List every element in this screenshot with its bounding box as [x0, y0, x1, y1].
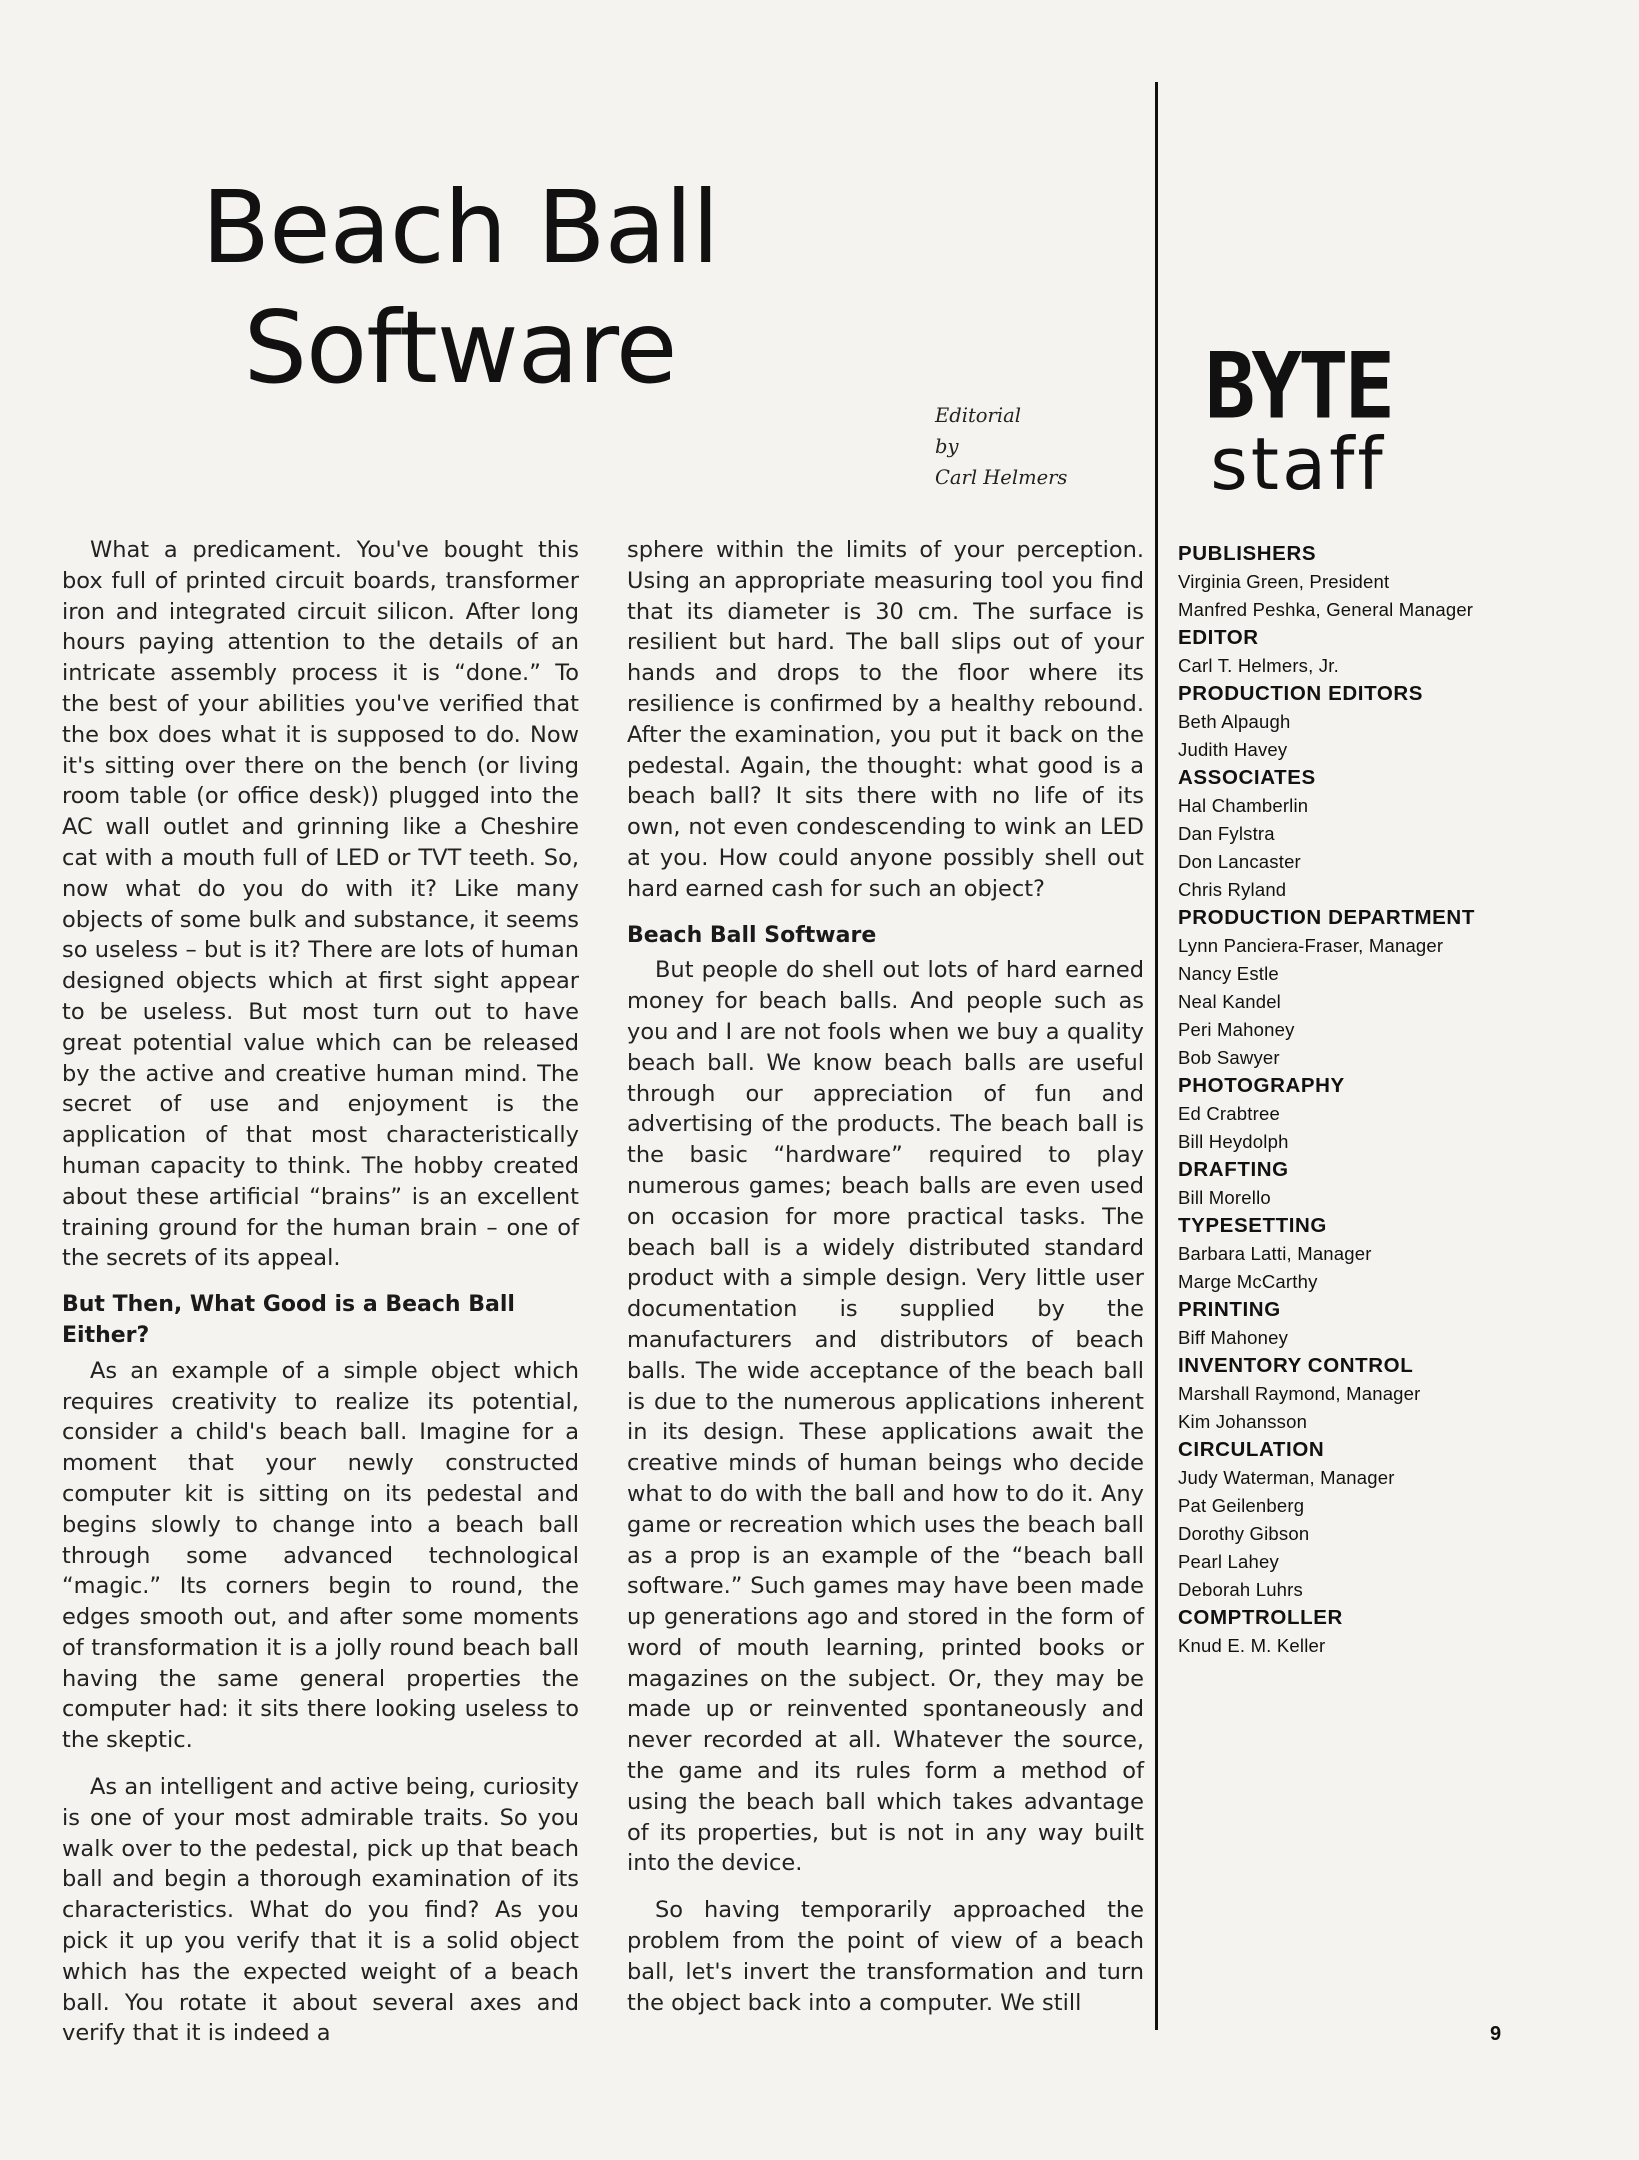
staff-section-title: CIRCULATION: [1178, 1438, 1325, 1461]
staff-member: Marshall Raymond, Manager: [1178, 1383, 1421, 1404]
paragraph: As an intelligent and active being, curiosity is one of your most admirable traits. So you walk over to the pedestal, pick up that beach ball and begin a thorough examination of its characteristics. What do you find? As you pick it up you verify that it is a solid object which has the expected weight of a beach ball. You rotate it about several axes and verify that it is indeed a: [62, 1774, 579, 2047]
staff-section-title: COMPTROLLER: [1178, 1606, 1343, 1629]
staff-section-title: PRODUCTION EDITORS: [1178, 682, 1424, 705]
staff-member: Lynn Panciera-Fraser, Manager: [1178, 935, 1444, 956]
staff-section: [1178, 1436, 1558, 1604]
staff-section: [1178, 540, 1558, 624]
staff-member: Dan Fylstra: [1178, 823, 1275, 844]
staff-section-title: INVENTORY CONTROL: [1178, 1354, 1414, 1377]
staff-logo-text: staff: [1210, 422, 1386, 506]
staff-member: Nancy Estle: [1178, 963, 1279, 984]
staff-member: Bill Morello: [1178, 1187, 1271, 1208]
staff-member: Kim Johansson: [1178, 1411, 1308, 1432]
section-heading: Beach Ball Software: [627, 922, 877, 948]
paragraph: So having temporarily approached the problem from the point of view of a beach ball, let's invert the transformation and turn the object back into a computer. We still: [627, 1897, 1144, 2016]
paragraph: But people do shell out lots of hard earned money for beach balls. And people such as you and I are not fools when we buy a quality beach ball. We know beach balls are useful through our appreciation of fun and advertising of the products. The beach ball is the basic “hardware” required to play numerous games; beach balls are even used on occasion for more practical tasks. The beach ball is a widely distributed standard product with a simple design. Very little user documentation is supplied by the manufacturers and distributors of beach balls. The wide acceptance of the beach ball is due to the numerous applications inherent in its design. These applications await the creative minds of human beings who decide what to do with the ball and how to do it. Any game or recreation which uses the beach ball as a prop is an example of the “beach ball software.” Such games may have been made up generations ago and stored in the form of word of mouth learning, printed books or magazines on the subject. Or, they may be made up or reinvented spontaneously and never recorded at all. Whatever the source, the game and its rules form a method of using the beach ball which takes advantage of its properties, but is not in any way built into the device.: [627, 957, 1144, 1877]
staff-member: Pearl Lahey: [1178, 1551, 1279, 1572]
title-line-2: Software: [243, 289, 677, 406]
byte-staff-logo: [1158, 333, 1438, 506]
staff-member: Bill Heydolph: [1178, 1131, 1289, 1152]
byline: [935, 400, 1135, 493]
byte-logo-text: BYTE: [1204, 333, 1392, 439]
staff-member: Deborah Luhrs: [1178, 1579, 1303, 1600]
staff-section-title: PUBLISHERS: [1178, 542, 1317, 565]
paragraph: sphere within the limits of your perception. Using an appropriate measuring tool you find that its diameter is 30 cm. The surface is resilient but hard. The ball slips out of your hands and drops to the floor where its resilience is confirmed by a healthy rebound. After the examination, you put it back on the pedestal. Again, the thought: what good is a beach ball? It sits there with no life of its own, not even condescending to wink an LED at you. How could anyone possibly shell out hard earned cash for such an object?: [627, 537, 1144, 902]
title-line-1: Beach Ball: [201, 169, 719, 286]
staff-section-title: PHOTOGRAPHY: [1178, 1074, 1345, 1097]
staff-section: [1178, 624, 1558, 680]
staff-section: [1178, 1072, 1558, 1156]
staff-section-title: PRODUCTION DEPARTMENT: [1178, 906, 1475, 929]
staff-section-title: ASSOCIATES: [1178, 766, 1316, 789]
staff-masthead: [1178, 540, 1558, 1660]
staff-member: Bob Sawyer: [1178, 1047, 1280, 1068]
staff-member: Virginia Green, President: [1178, 571, 1390, 592]
byline-label: Editorial: [935, 404, 1021, 427]
staff-section-title: DRAFTING: [1178, 1158, 1289, 1181]
staff-section: [1178, 904, 1558, 1072]
staff-member: Hal Chamberlin: [1178, 795, 1309, 816]
staff-member: Barbara Latti, Manager: [1178, 1243, 1372, 1264]
staff-member: Carl T. Helmers, Jr.: [1178, 655, 1339, 676]
staff-member: Marge McCarthy: [1178, 1271, 1318, 1292]
staff-section: [1178, 1212, 1558, 1296]
staff-section-title: PRINTING: [1178, 1298, 1281, 1321]
staff-member: Knud E. M. Keller: [1178, 1635, 1326, 1656]
staff-member: Manfred Peshka, General Manager: [1178, 599, 1474, 620]
staff-member: Judith Havey: [1178, 739, 1288, 760]
staff-member: Pat Geilenberg: [1178, 1495, 1305, 1516]
staff-section-title: EDITOR: [1178, 626, 1259, 649]
staff-member: Peri Mahoney: [1178, 1019, 1295, 1040]
article-title: [140, 168, 780, 408]
staff-member: Judy Waterman, Manager: [1178, 1467, 1395, 1488]
staff-member: Beth Alpaugh: [1178, 711, 1291, 732]
section-heading: But Then, What Good is a Beach Ball Either?: [62, 1292, 515, 1348]
staff-member: Chris Ryland: [1178, 879, 1287, 900]
staff-section: [1178, 1604, 1558, 1660]
staff-section: [1178, 1296, 1558, 1352]
staff-section: [1178, 1352, 1558, 1436]
staff-member: Dorothy Gibson: [1178, 1523, 1310, 1544]
article-column-1: [62, 535, 579, 2065]
paragraph: As an example of a simple object which requires creativity to realize its potential, consider a child's beach ball. Imagine for a moment that your newly constructed computer kit is sitting on its pedestal and begins slowly to change into a beach ball through some advanced technological “magic.” Its corners begin to round, the edges smooth out, and after some moments of transformation it is a jolly round beach ball having the same general properties the computer had: it sits there looking useless to the skeptic.: [62, 1357, 579, 1754]
staff-section: [1178, 680, 1558, 764]
byline-by: by: [935, 435, 959, 458]
staff-section: [1178, 764, 1558, 904]
staff-member: Ed Crabtree: [1178, 1103, 1280, 1124]
paragraph: What a predicament. You've bought this box full of printed circuit boards, transformer iron and integrated circuit silicon. After long hours paying attention to the details of an intricate assembly process it is “done.” To the best of your abilities you've verified that the box does what it is supposed to do. Now it's sitting over there on the bench (or living room table (or office desk)) plugged into the AC wall outlet and grinning like a Cheshire cat with a mouth full of LED or TVT teeth. So, now what do you do with it? Like many objects of some bulk and substance, it seems so useless – but is it? There are lots of human designed objects which at first sight appear to be useless. But most turn out to have great potential value which can be released by the active and creative human mind. The secret of use and enjoyment is the application of that most characteristically human capacity to think. The hobby created about these artificial “brains” is an excellent training ground for the human brain – one of the secrets of its appeal.: [62, 537, 579, 1272]
article-column-2: [627, 535, 1144, 2034]
staff-section-title: TYPESETTING: [1178, 1214, 1327, 1237]
page-number: 9: [1490, 2023, 1502, 2045]
byline-author: Carl Helmers: [935, 466, 1068, 489]
staff-member: Don Lancaster: [1178, 851, 1301, 872]
staff-member: Neal Kandel: [1178, 991, 1281, 1012]
staff-member: Biff Mahoney: [1178, 1327, 1289, 1348]
staff-section: [1178, 1156, 1558, 1212]
